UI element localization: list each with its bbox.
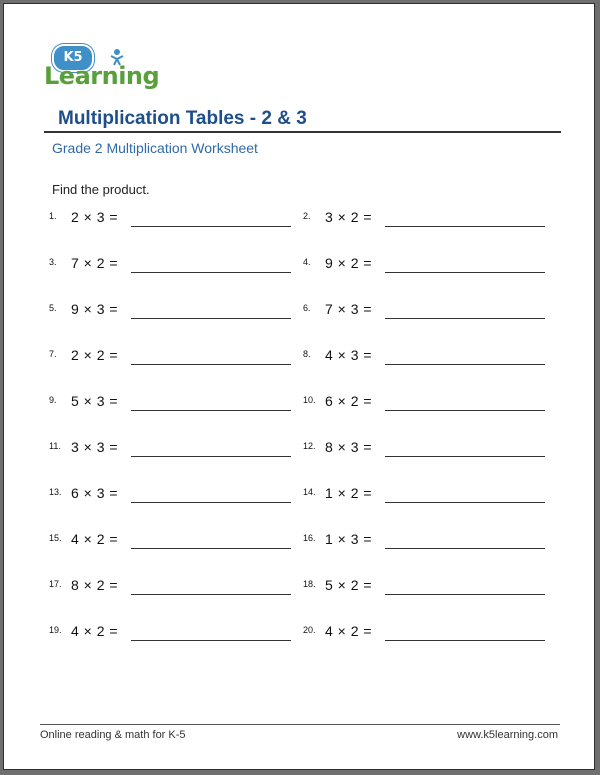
problem-expression: 8 × 3 = <box>325 439 373 455</box>
problem-expression: 8 × 2 = <box>71 577 119 593</box>
instructions: Find the product. <box>52 182 150 197</box>
answer-line[interactable] <box>131 318 291 319</box>
problem-number: 12. <box>303 441 316 451</box>
problem-number: 2. <box>303 211 311 221</box>
problem-expression: 5 × 3 = <box>71 393 119 409</box>
problem-number: 8. <box>303 349 311 359</box>
answer-line[interactable] <box>385 272 545 273</box>
problem-item <box>49 623 299 647</box>
answer-line[interactable] <box>385 410 545 411</box>
problem-number: 7. <box>49 349 57 359</box>
worksheet-page <box>3 3 595 770</box>
problem-item <box>303 623 553 647</box>
answer-line[interactable] <box>131 410 291 411</box>
answer-line[interactable] <box>385 548 545 549</box>
answer-line[interactable] <box>131 502 291 503</box>
page-title: Multiplication Tables - 2 & 3 <box>58 108 307 129</box>
problem-expression: 1 × 3 = <box>325 531 373 547</box>
answer-line[interactable] <box>385 226 545 227</box>
problem-item <box>49 301 299 325</box>
problem-expression: 1 × 2 = <box>325 485 373 501</box>
answer-line[interactable] <box>385 640 545 641</box>
problem-expression: 7 × 3 = <box>325 301 373 317</box>
problem-number: 13. <box>49 487 62 497</box>
problem-item <box>303 393 553 417</box>
problem-item <box>49 531 299 555</box>
problem-expression: 2 × 2 = <box>71 347 119 363</box>
footer-url: www.k5learning.com <box>457 729 558 741</box>
k5-learning-logo <box>44 40 160 92</box>
problem-number: 3. <box>49 257 57 267</box>
problem-expression: 4 × 2 = <box>71 623 119 639</box>
problem-expression: 3 × 3 = <box>71 439 119 455</box>
answer-line[interactable] <box>131 364 291 365</box>
problem-item <box>303 531 553 555</box>
problem-number: 6. <box>303 303 311 313</box>
footer-divider <box>40 724 560 725</box>
logo-badge: K5 <box>52 44 94 72</box>
problem-number: 9. <box>49 395 57 405</box>
problem-item <box>303 577 553 601</box>
problem-number: 14. <box>303 487 316 497</box>
answer-line[interactable] <box>131 456 291 457</box>
problem-number: 1. <box>49 211 57 221</box>
page-subtitle: Grade 2 Multiplication Worksheet <box>52 140 258 156</box>
problem-expression: 6 × 3 = <box>71 485 119 501</box>
problem-item <box>303 301 553 325</box>
answer-line[interactable] <box>131 548 291 549</box>
logo-wordmark: Learning <box>44 62 160 90</box>
problem-expression: 3 × 2 = <box>325 209 373 225</box>
problem-item <box>49 255 299 279</box>
answer-line[interactable] <box>385 502 545 503</box>
answer-line[interactable] <box>385 456 545 457</box>
answer-line[interactable] <box>131 640 291 641</box>
problem-expression: 2 × 3 = <box>71 209 119 225</box>
problem-item <box>49 577 299 601</box>
problem-item <box>303 485 553 509</box>
answer-line[interactable] <box>131 272 291 273</box>
problem-expression: 9 × 2 = <box>325 255 373 271</box>
problem-expression: 5 × 2 = <box>325 577 373 593</box>
problem-number: 20. <box>303 625 316 635</box>
problem-expression: 4 × 2 = <box>325 623 373 639</box>
problem-number: 17. <box>49 579 62 589</box>
problem-item <box>49 209 299 233</box>
answer-line[interactable] <box>131 594 291 595</box>
answer-line[interactable] <box>131 226 291 227</box>
problem-expression: 9 × 3 = <box>71 301 119 317</box>
problem-number: 15. <box>49 533 62 543</box>
problem-expression: 4 × 3 = <box>325 347 373 363</box>
problem-item <box>49 485 299 509</box>
problem-number: 5. <box>49 303 57 313</box>
problem-item <box>303 439 553 463</box>
problem-item <box>303 209 553 233</box>
problem-item <box>303 347 553 371</box>
problem-item <box>49 347 299 371</box>
title-divider <box>44 131 561 133</box>
problem-item <box>49 439 299 463</box>
problem-number: 11. <box>49 441 61 451</box>
problem-number: 19. <box>49 625 62 635</box>
problem-number: 4. <box>303 257 311 267</box>
problem-expression: 4 × 2 = <box>71 531 119 547</box>
problem-expression: 6 × 2 = <box>325 393 373 409</box>
problem-number: 18. <box>303 579 316 589</box>
problem-item <box>49 393 299 417</box>
answer-line[interactable] <box>385 594 545 595</box>
problem-expression: 7 × 2 = <box>71 255 119 271</box>
problem-number: 16. <box>303 533 316 543</box>
problem-item <box>303 255 553 279</box>
answer-line[interactable] <box>385 318 545 319</box>
footer-tagline: Online reading & math for K-5 <box>40 729 186 741</box>
problem-number: 10. <box>303 395 316 405</box>
answer-line[interactable] <box>385 364 545 365</box>
